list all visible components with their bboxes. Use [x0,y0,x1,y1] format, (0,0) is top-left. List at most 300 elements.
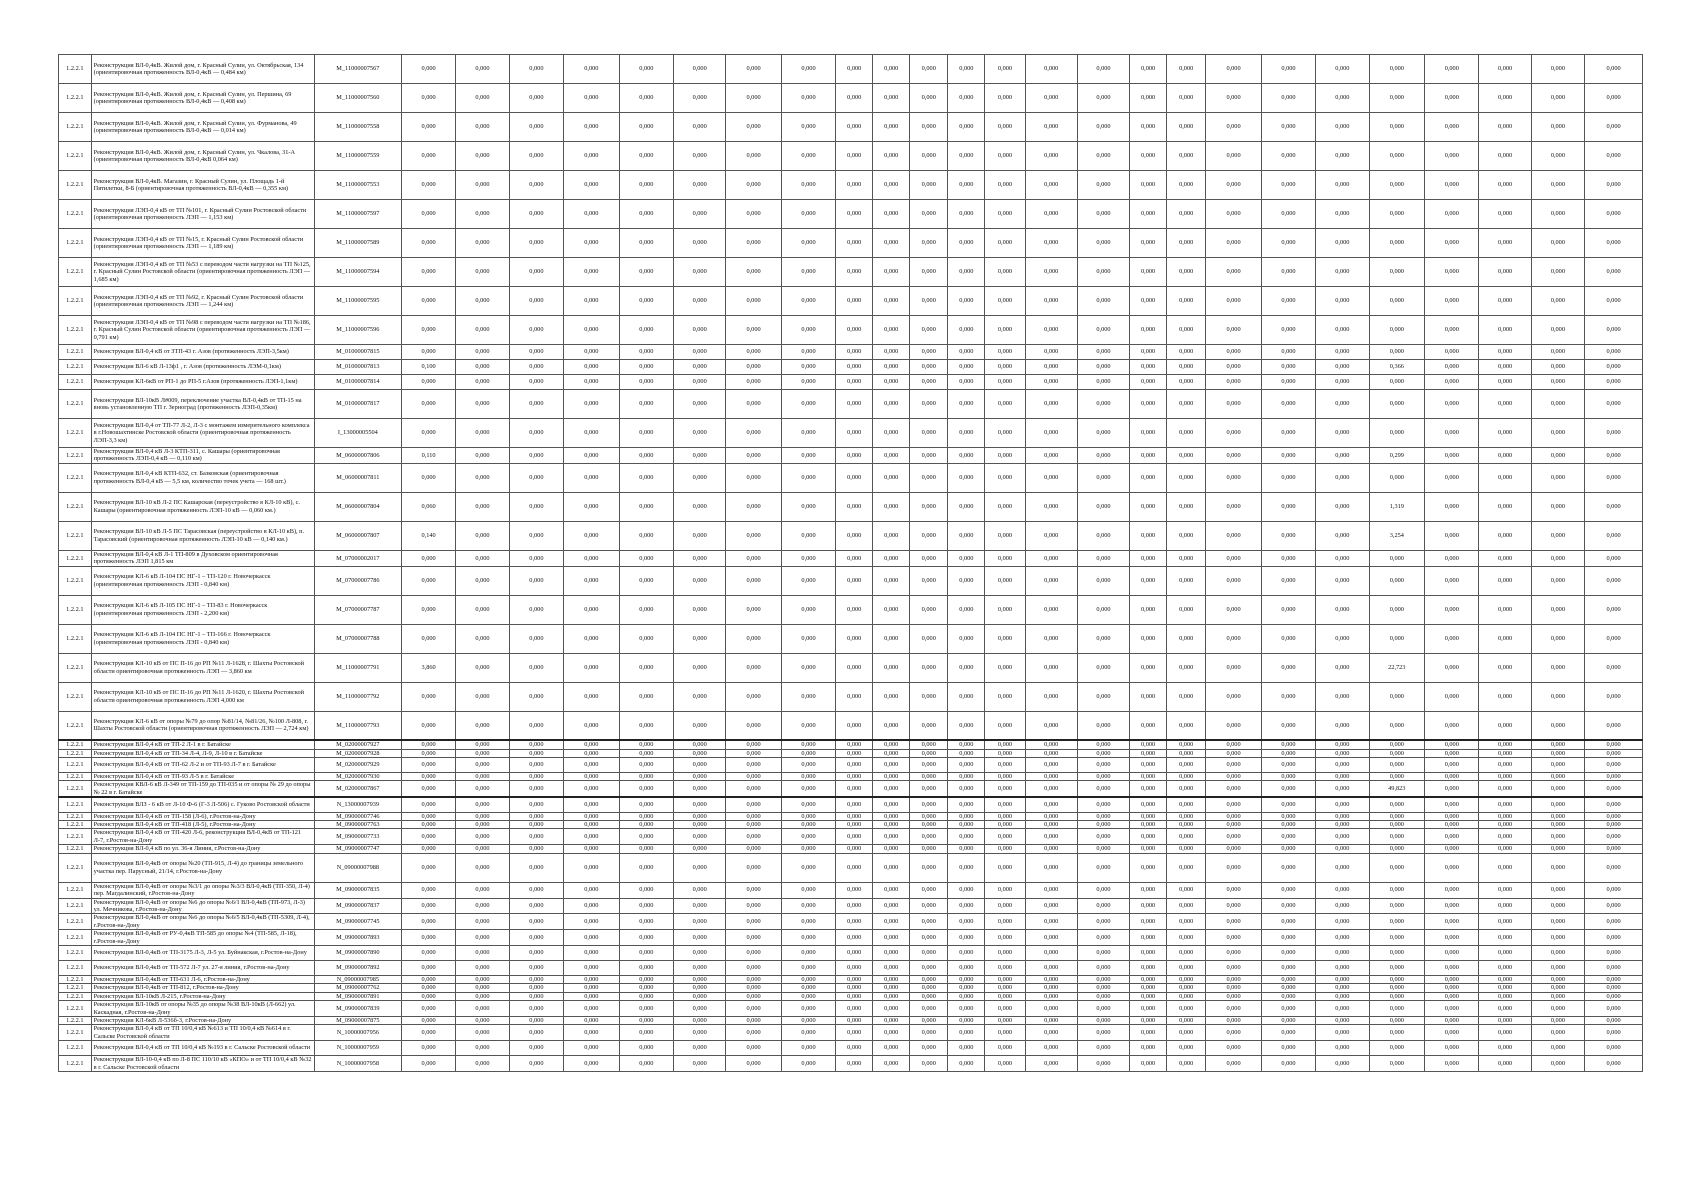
value-cell: 0,000 [619,390,673,419]
row-index: 1.2.2.1 [59,419,92,448]
value-cell: 0,000 [873,113,910,142]
value-cell: 0,000 [1261,1025,1315,1041]
value-cell: 0,000 [873,781,910,797]
value-cell: 0,000 [1167,316,1206,345]
value-cell: 0,000 [726,945,782,960]
value-cell: 0,000 [948,1041,985,1056]
value-cell: 0,000 [948,566,985,595]
value-cell: 0,000 [1077,1041,1129,1056]
value-cell: 0,000 [1206,566,1262,595]
value-cell: 0,000 [1025,945,1077,960]
value-cell: 0,000 [564,812,620,820]
value-cell: 0,000 [1425,853,1479,882]
value-cell: 0,000 [1077,375,1129,390]
value-cell: 0,000 [674,316,726,345]
value-cell: 0,000 [1261,550,1315,566]
value-cell: 0,000 [1077,390,1129,419]
value-cell: 0,000 [910,390,948,419]
value-cell: 0,000 [1425,200,1479,229]
project-name: Реконструкция ЛЭП-0,4 кВ от ТП №92, г. Красный Сулин Ростовской области (ориентировочная протяженность ЛЭП — 1,244 км) [91,287,314,316]
value-cell: 0,000 [456,624,509,653]
value-cell: 0,000 [619,258,673,287]
value-cell: 0,000 [836,624,873,653]
value-cell: 0,000 [836,200,873,229]
value-cell: 0,000 [1369,200,1425,229]
project-name: Реконструкция ВЛ-10кВ Л#009, переключение участка ВЛ-0,4кВ от ТП-15 на вновь установленную ТП г. Зерноград (протяженность ЛЭП-0,35км) [91,390,314,419]
value-cell: 0,000 [985,653,1025,682]
value-cell: 0,000 [1316,360,1369,375]
table-row [59,624,1643,653]
value-cell: 0,000 [910,316,948,345]
value-cell: 0,000 [564,1016,620,1024]
value-cell: 0,000 [564,345,620,360]
value-cell: 0,000 [509,287,563,316]
value-cell: 0,000 [985,772,1025,780]
value-cell: 0,000 [781,772,835,780]
project-name: Реконструкция ЛЭП-0,4 кВ от ТП №53 с переводом части нагрузки на ТП №125, г. Красный Сулин Ростовской области (ориентировочная протяженность ЛЭП — 1,685 км) [91,258,314,287]
value-cell: 0,000 [1316,200,1369,229]
value-cell: 0,000 [509,992,563,1000]
value-cell: 0,000 [1077,757,1129,772]
investment-table [58,54,1643,1072]
value-cell: 0,000 [836,853,873,882]
row-index: 1.2.2.1 [59,463,92,492]
value-cell: 0,000 [1077,930,1129,946]
project-name: Реконструкция ВЛЗ - 6 кВ от Л-10 Ф-6 (Г-3 Л-506) с. Гуково Ростовской области [91,797,314,812]
project-code: M_06000007811 [314,463,401,492]
value-cell: 0,000 [509,1041,563,1056]
value-cell: 0,000 [1585,624,1643,653]
value-cell: 0,000 [1206,960,1262,975]
value-cell: 0,000 [1130,682,1167,711]
value-cell: 0,000 [1425,653,1479,682]
value-cell: 0,000 [781,463,835,492]
value-cell: 0,000 [873,812,910,820]
value-cell: 0,000 [1261,171,1315,200]
value-cell: 0,000 [1369,682,1425,711]
value-cell: 0,000 [1167,945,1206,960]
value-cell: 0,000 [674,113,726,142]
project-code: M_11000007558 [314,113,401,142]
value-cell: 0,000 [1167,84,1206,113]
project-name: Реконструкция ВЛ-0,4кВ от ТП-631 Л-6, г.Ростов-на-Дону [91,975,314,983]
value-cell: 0,000 [726,566,782,595]
value-cell: 0,000 [836,930,873,946]
project-name: Реконструкция ВЛ-10-0,4 кВ по Л-8 ПС 110/10 кВ «КПО» и от ТП 10/0,4 кВ №32 в г. Сальске Ростовской области [91,1056,314,1072]
project-name: Реконструкция ЛЭП-0,4 кВ от ТП №101, г. Красный Сулин Ростовской области (ориентировочная протяженность ЛЭП — 1,153 км) [91,200,314,229]
value-cell: 0,000 [836,84,873,113]
value-cell: 0,000 [910,171,948,200]
value-cell: 0,000 [836,360,873,375]
value-cell: 0,000 [781,345,835,360]
value-cell: 0,000 [1585,55,1643,84]
row-index: 1.2.2.1 [59,1025,92,1041]
value-cell: 0,000 [1025,375,1077,390]
value-cell: 0,000 [1531,390,1584,419]
value-cell: 0,000 [873,882,910,898]
value-cell: 0,000 [1585,375,1643,390]
value-cell: 0,000 [1077,287,1129,316]
row-index: 1.2.2.1 [59,653,92,682]
value-cell: 0,000 [1025,992,1077,1000]
value-cell: 0,000 [1479,812,1531,820]
value-cell: 0,000 [836,711,873,740]
value-cell: 0,000 [985,375,1025,390]
value-cell: 0,000 [1531,829,1584,845]
value-cell: 0,000 [509,142,563,171]
value-cell: 0,000 [1479,975,1531,983]
value-cell: 0,000 [1369,992,1425,1000]
value-cell: 0,000 [1425,229,1479,258]
value-cell: 0,000 [674,821,726,829]
value-cell: 0,000 [619,821,673,829]
value-cell: 0,000 [726,624,782,653]
project-name: Реконструкция ВЛ-0,4 кВ от ТП 10/0,4 кВ №613 и ТП 10/0,4 кВ №614 в г. Сальске Ростовской области [91,1025,314,1041]
value-cell: 0,000 [674,142,726,171]
value-cell: 0,000 [564,757,620,772]
value-cell: 0,000 [1425,975,1479,983]
value-cell: 0,000 [910,781,948,797]
value-cell: 0,000 [1130,345,1167,360]
value-cell: 0,000 [910,229,948,258]
value-cell: 0,000 [509,945,563,960]
value-cell: 0,000 [836,550,873,566]
value-cell: 0,000 [873,797,910,812]
value-cell: 0,000 [873,375,910,390]
project-name: Реконструкция ВЛ-10кВ от опоры №35 до опоры №38 ВЛ-10кВ (Л-662) ул. Каскадная, г.Ростов-на-Дону [91,1001,314,1017]
value-cell: 0,000 [1261,898,1315,914]
value-cell: 0,000 [1261,390,1315,419]
value-cell: 0,000 [1369,171,1425,200]
value-cell: 0,000 [781,316,835,345]
value-cell: 0,000 [564,797,620,812]
value-cell: 0,000 [1077,711,1129,740]
value-cell: 0,000 [1130,1016,1167,1024]
value-cell: 0,000 [1531,1025,1584,1041]
value-cell: 0,000 [948,84,985,113]
value-cell: 0,000 [456,113,509,142]
value-cell: 0,000 [619,898,673,914]
value-cell: 0,000 [910,960,948,975]
value-cell: 0,000 [1585,882,1643,898]
value-cell: 0,000 [1369,853,1425,882]
value-cell: 0,000 [948,757,985,772]
value-cell: 0,000 [1531,1041,1584,1056]
value-cell: 0,000 [1425,781,1479,797]
value-cell: 0,000 [1316,882,1369,898]
value-cell: 0,000 [1531,84,1584,113]
value-cell: 0,000 [1130,595,1167,624]
value-cell: 0,000 [456,345,509,360]
value-cell: 0,000 [985,360,1025,375]
value-cell: 0,000 [836,781,873,797]
value-cell: 0,000 [1261,113,1315,142]
value-cell: 0,000 [1261,749,1315,757]
project-code: M_11000007792 [314,682,401,711]
value-cell: 0,000 [985,1041,1025,1056]
value-cell: 0,000 [985,1056,1025,1072]
value-cell: 0,000 [1167,521,1206,550]
value-cell: 0,000 [564,749,620,757]
value-cell: 0,000 [781,1016,835,1024]
value-cell: 0,000 [910,345,948,360]
value-cell: 0,000 [1130,960,1167,975]
value-cell: 0,000 [948,200,985,229]
value-cell: 0,000 [910,55,948,84]
project-name: Реконструкция ВЛ-0,4 кВ от ЗТП-43 г. Азов (протяженность ЛЭП-3,5км) [91,345,314,360]
value-cell: 0,000 [1261,200,1315,229]
value-cell: 0,000 [985,521,1025,550]
row-index: 1.2.2.1 [59,975,92,983]
value-cell: 0,000 [401,772,455,780]
value-cell: 0,366 [1369,360,1425,375]
value-cell: 0,000 [456,200,509,229]
value-cell: 0,000 [1167,740,1206,749]
value-cell: 0,000 [781,992,835,1000]
value-cell: 0,000 [1025,258,1077,287]
value-cell: 0,000 [1206,624,1262,653]
value-cell: 0,000 [1025,419,1077,448]
value-cell: 0,000 [726,772,782,780]
value-cell: 0,000 [781,975,835,983]
value-cell: 0,000 [1531,711,1584,740]
value-cell: 0,000 [674,463,726,492]
project-code: M_09000007763 [314,821,401,829]
value-cell: 0,000 [781,360,835,375]
project-code: M_11000007559 [314,142,401,171]
value-cell: 0,000 [456,975,509,983]
value-cell: 0,000 [1585,845,1643,853]
value-cell: 0,000 [619,975,673,983]
value-cell: 0,000 [1025,812,1077,820]
value-cell: 0,000 [1531,653,1584,682]
value-cell: 0,000 [1167,390,1206,419]
table-row [59,492,1643,521]
value-cell: 0,000 [910,624,948,653]
project-code: N_09000007988 [314,853,401,882]
value-cell: 0,000 [1025,829,1077,845]
value-cell: 0,000 [1425,992,1479,1000]
table-row [59,200,1643,229]
value-cell: 0,000 [1167,375,1206,390]
value-cell: 0,000 [401,316,455,345]
value-cell: 0,000 [1369,930,1425,946]
row-index: 1.2.2.1 [59,360,92,375]
value-cell: 0,000 [509,984,563,992]
value-cell: 0,000 [948,772,985,780]
value-cell: 0,000 [1077,171,1129,200]
value-cell: 0,000 [836,812,873,820]
value-cell: 0,000 [985,550,1025,566]
value-cell: 0,000 [1479,566,1531,595]
value-cell: 0,000 [873,1056,910,1072]
value-cell: 0,000 [1479,797,1531,812]
project-name: Реконструкция ВЛ-0,4 кВ от ТП 10/0,4 кВ №193 в г. Сальске Ростовской области [91,1041,314,1056]
value-cell: 0,000 [1077,882,1129,898]
value-cell: 0,000 [1425,360,1479,375]
value-cell: 0,000 [1425,171,1479,200]
value-cell: 0,000 [401,930,455,946]
value-cell: 0,000 [985,84,1025,113]
value-cell: 0,000 [1025,740,1077,749]
table-row [59,375,1643,390]
value-cell: 0,000 [1077,1016,1129,1024]
value-cell: 0,000 [1206,821,1262,829]
value-cell: 0,000 [948,258,985,287]
value-cell: 0,000 [1077,1056,1129,1072]
value-cell: 0,000 [726,845,782,853]
project-code: M_01000007817 [314,390,401,419]
table-row [59,821,1643,829]
value-cell: 0,000 [836,419,873,448]
value-cell: 0,000 [726,914,782,930]
value-cell: 0,000 [1206,521,1262,550]
value-cell: 0,060 [401,492,455,521]
value-cell: 0,000 [1479,740,1531,749]
value-cell: 0,000 [1425,1041,1479,1056]
row-index: 1.2.2.1 [59,930,92,946]
value-cell: 0,000 [456,845,509,853]
value-cell: 0,000 [1425,1056,1479,1072]
value-cell: 0,000 [564,853,620,882]
value-cell: 0,000 [1425,492,1479,521]
value-cell: 0,000 [1531,375,1584,390]
value-cell: 0,000 [509,853,563,882]
value-cell: 0,000 [1425,595,1479,624]
value-cell: 0,000 [1077,521,1129,550]
project-name: Реконструкция ВЛ-0,4кВ от опоры №6 до опоры №6/5 ВЛ-0,4кВ (ТП-5309, Л-4), г.Ростов-на-Дону [91,914,314,930]
value-cell: 0,000 [948,821,985,829]
value-cell: 0,000 [1261,853,1315,882]
value-cell: 0,000 [985,390,1025,419]
value-cell: 0,000 [1025,1056,1077,1072]
project-name: Реконструкция ВЛ-0,4кВ. Жилой дом, г. Красный Сулин, ул. Октябрьская, 134 (ориентировочная протяженность ВЛ-0,4кВ — 0,484 км) [91,55,314,84]
value-cell: 0,000 [509,566,563,595]
value-cell: 0,000 [1585,749,1643,757]
value-cell: 0,000 [1077,258,1129,287]
value-cell: 0,000 [509,1056,563,1072]
value-cell: 0,000 [836,749,873,757]
value-cell: 0,000 [401,55,455,84]
row-index: 1.2.2.1 [59,566,92,595]
value-cell: 0,000 [1206,882,1262,898]
value-cell: 0,000 [509,845,563,853]
value-cell: 0,000 [910,113,948,142]
value-cell: 0,000 [401,984,455,992]
value-cell: 0,000 [1585,829,1643,845]
value-cell: 0,000 [1077,624,1129,653]
row-index: 1.2.2.1 [59,1001,92,1017]
value-cell: 0,000 [1479,375,1531,390]
project-name: Реконструкция КЛ-10 кВ от ПС П-16 до РП №11 Л-1628, г. Шахты Ростовской области ориентировочная протяженность ЛЭП — 3,860 км [91,653,314,682]
value-cell: 0,000 [456,797,509,812]
project-code: M_11000007596 [314,316,401,345]
value-cell: 0,000 [910,740,948,749]
value-cell: 0,000 [1369,113,1425,142]
value-cell: 0,000 [873,448,910,464]
value-cell: 0,000 [1425,845,1479,853]
value-cell: 0,000 [948,1025,985,1041]
row-index: 1.2.2.1 [59,390,92,419]
value-cell: 0,000 [781,829,835,845]
value-cell: 0,000 [509,781,563,797]
value-cell: 0,000 [1479,914,1531,930]
value-cell: 0,000 [1585,1001,1643,1017]
value-cell: 0,000 [1531,463,1584,492]
value-cell: 0,000 [1425,772,1479,780]
value-cell: 0,000 [1369,1025,1425,1041]
value-cell: 0,000 [401,812,455,820]
value-cell: 0,000 [836,492,873,521]
value-cell: 0,000 [1130,229,1167,258]
value-cell: 0,000 [1425,390,1479,419]
value-cell: 0,000 [781,550,835,566]
value-cell: 0,000 [948,229,985,258]
value-cell: 0,000 [509,360,563,375]
project-name: Реконструкция КЛ-6кВ от РП-1 до РП-5 г.Азов (протяженность ЛЭП-1,1км) [91,375,314,390]
value-cell: 0,000 [1025,345,1077,360]
project-name: Реконструкция ВЛ-0,4 кВ от ТП-420 Л-6, реконструкция ВЛ-0,4кВ от ТП-121 Л-7, г.Ростов-на-Дону [91,829,314,845]
value-cell: 0,000 [1167,287,1206,316]
value-cell: 0,000 [1316,1025,1369,1041]
value-cell: 0,000 [781,55,835,84]
value-cell: 0,000 [619,419,673,448]
value-cell: 0,000 [1206,1016,1262,1024]
value-cell: 0,000 [948,375,985,390]
value-cell: 0,000 [564,914,620,930]
value-cell: 0,000 [456,749,509,757]
value-cell: 0,000 [836,229,873,258]
value-cell: 0,000 [1531,812,1584,820]
value-cell: 0,000 [910,797,948,812]
value-cell: 0,000 [1167,492,1206,521]
value-cell: 0,000 [1261,757,1315,772]
project-name: Реконструкция ВЛ-10 кВ Л-2 ПС Кашарская (переустройство в КЛ-10 кВ), с. Кашары (ориентировочная протяженность ЛЭП-10 кВ — 0,060 км.) [91,492,314,521]
value-cell: 0,000 [1261,229,1315,258]
value-cell: 0,000 [1206,740,1262,749]
value-cell: 0,000 [456,945,509,960]
value-cell: 0,000 [619,772,673,780]
value-cell: 0,000 [1369,142,1425,171]
value-cell: 0,000 [1316,390,1369,419]
value-cell: 0,000 [564,595,620,624]
project-code: M_09000007875 [314,1016,401,1024]
value-cell: 0,000 [1585,797,1643,812]
value-cell: 0,140 [401,521,455,550]
value-cell: 0,000 [1531,975,1584,983]
value-cell: 0,000 [1531,1001,1584,1017]
value-cell: 0,000 [1025,229,1077,258]
value-cell: 0,000 [674,975,726,983]
value-cell: 0,000 [674,521,726,550]
value-cell: 0,000 [781,1001,835,1017]
value-cell: 0,000 [1261,1056,1315,1072]
value-cell: 0,000 [985,142,1025,171]
value-cell: 0,000 [509,882,563,898]
value-cell: 0,000 [1206,992,1262,1000]
value-cell: 0,000 [619,682,673,711]
value-cell: 0,000 [1130,772,1167,780]
value-cell: 0,000 [1585,419,1643,448]
project-code: M_02000007930 [314,772,401,780]
value-cell: 0,000 [1425,448,1479,464]
value-cell: 0,000 [726,992,782,1000]
row-index: 1.2.2.1 [59,287,92,316]
value-cell: 0,000 [1425,945,1479,960]
value-cell: 0,000 [726,975,782,983]
value-cell: 0,000 [726,200,782,229]
table-row [59,345,1643,360]
